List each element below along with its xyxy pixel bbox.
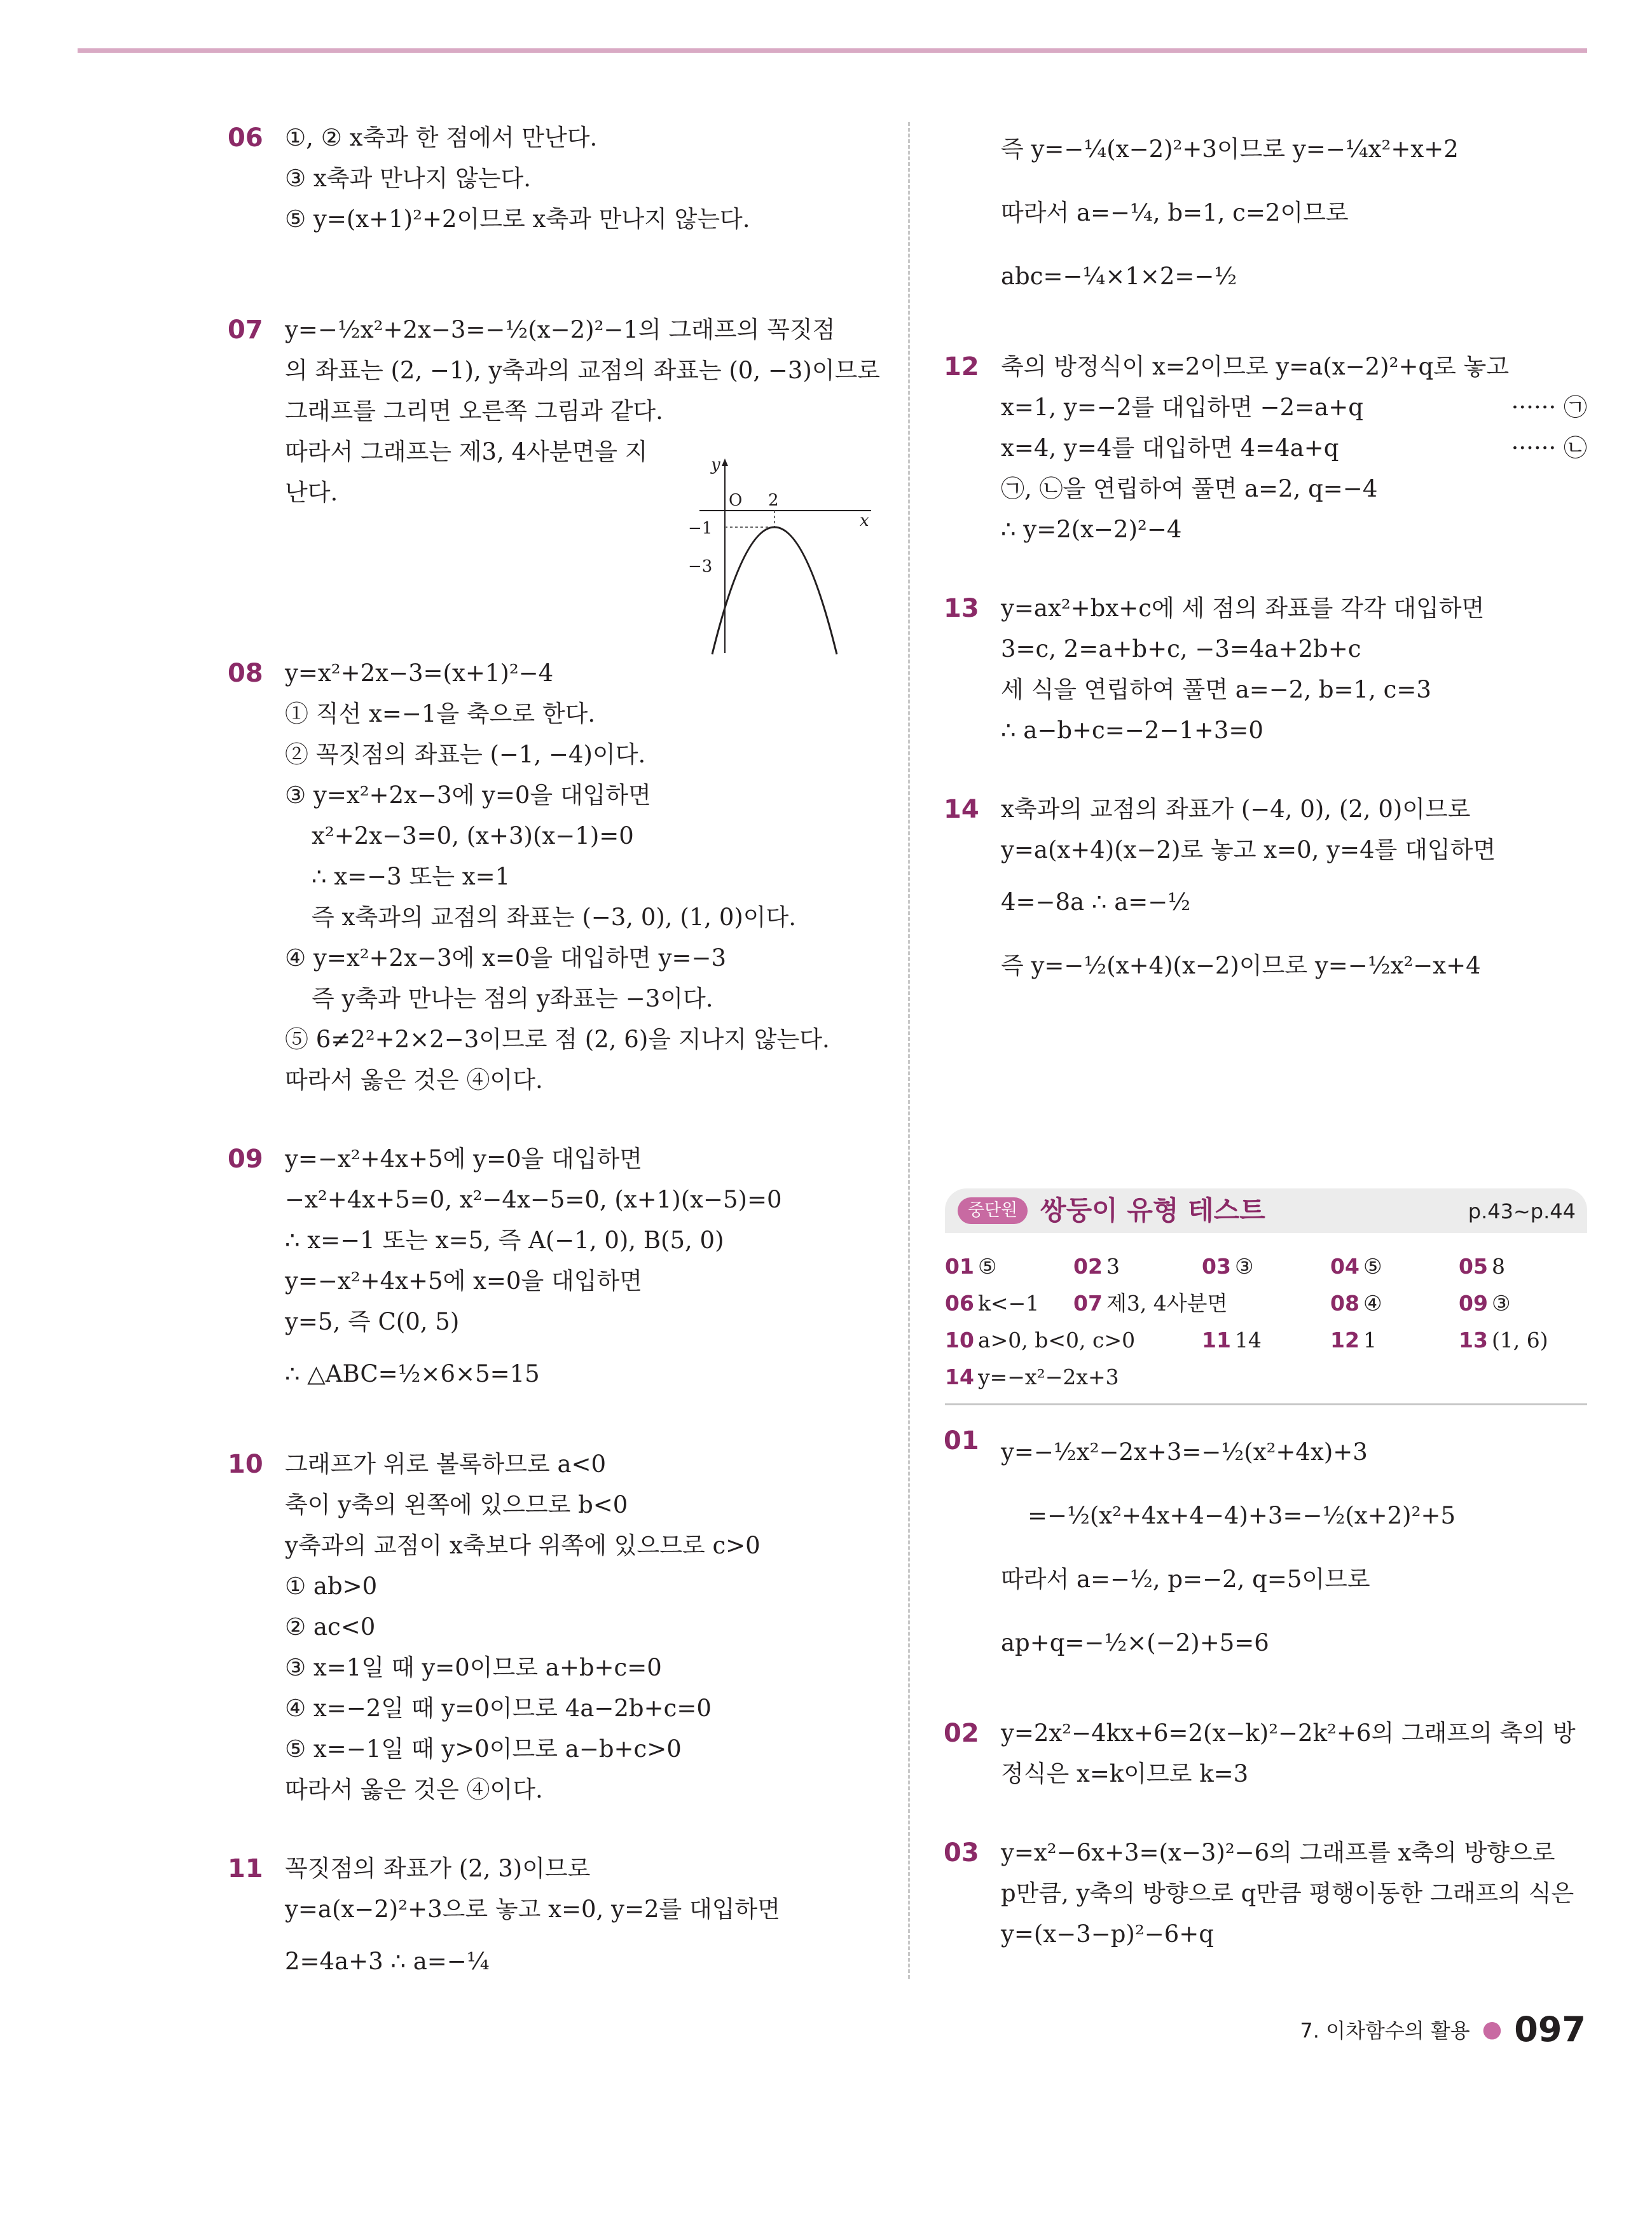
- parabola-graph: [687, 456, 878, 659]
- answer-item: [945, 1359, 1330, 1396]
- problem-number: 12: [944, 352, 979, 382]
- solution-line: ④ y=x²+2x−3에 x=0을 대입하면 y=−3: [285, 944, 727, 972]
- solution-line: y=a(x−2)²+3으로 놓고 x=0, y=2를 대입하면: [285, 1896, 780, 1923]
- y-tick-label: −1: [688, 519, 713, 538]
- solution-line: ⑤ x=−1일 때 y>0이므로 a−b+c>0: [285, 1735, 682, 1763]
- solution-line: ①, ② x축과 한 점에서 만난다.: [285, 124, 598, 151]
- answer-item: [1202, 1248, 1330, 1285]
- parabola-curve: [712, 527, 837, 654]
- y-tick-label: −3: [688, 557, 713, 576]
- answer-item: [1459, 1285, 1587, 1322]
- solution-line: 4=−8a ∴ a=−½: [1001, 888, 1191, 916]
- problem-10: [229, 1444, 884, 1810]
- answer-value: ⑤: [1363, 1254, 1382, 1279]
- problem-13: [945, 588, 1587, 751]
- solution-line: 세 식을 연립하여 풀면 a=−2, b=1, c=3: [1001, 676, 1431, 703]
- test-problem-01: [945, 1421, 1587, 1675]
- answer-item: [945, 1285, 1073, 1322]
- answer-value: (1, 6): [1491, 1328, 1548, 1352]
- solution-line: 3=c, 2=a+b+c, −3=4a+2b+c: [1001, 635, 1361, 663]
- solution-line-with-mark: [1001, 387, 1587, 428]
- solution-line: y=(x−3−p)²−6+q: [1001, 1920, 1214, 1948]
- solution-line: ③ y=x²+2x−3에 y=0을 대입하면: [285, 781, 651, 809]
- answer-number: 07: [1073, 1291, 1103, 1316]
- column-divider: [908, 122, 910, 1979]
- solution-line: abc=−¼×1×2=−½: [1001, 263, 1237, 290]
- page-range: p.43∼p.44: [1468, 1199, 1576, 1223]
- problem-number: 09: [228, 1145, 263, 1174]
- problem-12: [945, 347, 1587, 550]
- answer-divider: [945, 1403, 1587, 1405]
- problem-number: 13: [944, 594, 979, 623]
- answer-number: 06: [945, 1291, 974, 1316]
- answer-value: ③: [1234, 1254, 1254, 1279]
- page-number: 097: [1514, 2009, 1586, 2049]
- problem-14: [945, 789, 1587, 998]
- answer-number: 04: [1330, 1254, 1359, 1279]
- solution-line: x²+2x−3=0, (x+3)(x−1)=0: [312, 822, 634, 850]
- problem-11-continued: [945, 118, 1587, 308]
- solution-line: 따라서 옳은 것은 ④이다.: [285, 1066, 543, 1094]
- chapter-title: 7. 이차함수의 활용: [1300, 2018, 1470, 2043]
- solution-line: ③ x축과 만나지 않는다.: [285, 165, 532, 192]
- solution-line: ① 직선 x=−1을 축으로 한다.: [285, 700, 596, 727]
- problem-number: 10: [228, 1450, 263, 1479]
- twin-type-test: [945, 1188, 1587, 1405]
- answer-grid: [945, 1248, 1587, 1396]
- solution-line: ② 꼭짓점의 좌표는 (−1, −4)이다.: [285, 741, 646, 768]
- answer-item: [1459, 1248, 1587, 1285]
- solution-text: x=4, y=4를 대입하면 4=4a+q: [1001, 434, 1339, 462]
- problem-11: [229, 1848, 884, 1993]
- solution-line: x축과의 교점의 좌표가 (−4, 0), (2, 0)이므로: [1001, 795, 1471, 823]
- solution-line: 난다.: [285, 479, 338, 506]
- solution-line: y=2x²−4kx+6=2(x−k)²−2k²+6의 그래프의 축의 방: [1001, 1719, 1576, 1747]
- problem-07: [229, 310, 884, 653]
- solution-line: y=−½x²−2x+3=−½(x²+4x)+3: [1001, 1438, 1368, 1466]
- solution-line: ∴ a−b+c=−2−1+3=0: [1001, 717, 1263, 744]
- solution-line: ∴ y=2(x−2)²−4: [1001, 516, 1182, 543]
- solution-line: 따라서 그래프는 제3, 4사분면을 지: [285, 438, 648, 465]
- solution-line: 따라서 a=−¼, b=1, c=2이므로: [1001, 199, 1349, 226]
- answer-value: ③: [1491, 1291, 1511, 1316]
- answer-number: 01: [945, 1254, 974, 1279]
- solution-line: 그래프를 그리면 오른쪽 그림과 같다.: [285, 397, 663, 425]
- answer-number: 14: [945, 1365, 974, 1389]
- answer-number: 13: [1459, 1328, 1488, 1352]
- solution-line: y=−x²+4x+5에 x=0을 대입하면: [285, 1267, 642, 1295]
- problem-number: 08: [228, 659, 263, 688]
- answer-value: 1: [1363, 1328, 1377, 1352]
- answer-value: ⑤: [977, 1254, 997, 1279]
- solution-line: ap+q=−½×(−2)+5=6: [1001, 1629, 1269, 1656]
- answer-value: 8: [1491, 1254, 1505, 1279]
- equation-mark: ······ ㉠: [1511, 394, 1587, 421]
- solution-line: ∴ x=−1 또는 x=5, 즉 A(−1, 0), B(5, 0): [285, 1227, 724, 1254]
- answer-value: y=−x²−2x+3: [977, 1365, 1119, 1389]
- test-title: 쌍둥이 유형 테스트: [1040, 1195, 1265, 1226]
- left-column: [229, 118, 884, 1993]
- solution-line: 즉 x축과의 교점의 좌표는 (−3, 0), (1, 0)이다.: [312, 904, 797, 931]
- answer-number: 09: [1459, 1291, 1488, 1316]
- answer-value: 제3, 4사분면: [1106, 1291, 1228, 1316]
- problem-number: 06: [228, 123, 263, 153]
- section-badge: 중단원: [958, 1197, 1028, 1224]
- bullet-dot-icon: ●: [1482, 2016, 1503, 2042]
- problem-08: [229, 653, 884, 1101]
- answer-item: [1459, 1322, 1587, 1359]
- answer-item: [1330, 1322, 1459, 1359]
- right-column: [945, 118, 1587, 1955]
- problem-number: 11: [228, 1854, 263, 1883]
- solution-line: 축의 방정식이 x=2이므로 y=a(x−2)²+q로 놓고: [1001, 353, 1510, 380]
- answer-value: 14: [1234, 1328, 1262, 1352]
- solution-line: =−½(x²+4x+4−4)+3=−½(x+2)²+5: [1028, 1502, 1456, 1529]
- problem-number: 07: [228, 315, 263, 345]
- answer-number: 05: [1459, 1254, 1488, 1279]
- solution-line: 따라서 옳은 것은 ④이다.: [285, 1776, 543, 1803]
- solution-line: 정식은 x=k이므로 k=3: [1001, 1760, 1249, 1787]
- problem-number: 14: [944, 795, 979, 824]
- top-rule: [78, 48, 1587, 53]
- answer-number: 12: [1330, 1328, 1359, 1352]
- solution-line: 2=4a+3 ∴ a=−¼: [285, 1948, 490, 1975]
- solution-line: ⑤ y=(x+1)²+2이므로 x축과 만나지 않는다.: [285, 205, 750, 233]
- solution-line: y=x²−6x+3=(x−3)²−6의 그래프를 x축의 방향으로: [1001, 1839, 1555, 1866]
- solution-line: ② ac<0: [285, 1613, 376, 1641]
- answer-value: a>0, b<0, c>0: [977, 1328, 1136, 1352]
- solution-line: 즉 y=−½(x+4)(x−2)이므로 y=−½x²−x+4: [1001, 952, 1481, 979]
- solution-text: x=1, y=−2를 대입하면 −2=a+q: [1001, 394, 1363, 421]
- x-tick-label: 2: [768, 491, 779, 510]
- solution-line: 따라서 a=−½, p=−2, q=5이므로: [1001, 1566, 1370, 1593]
- origin-label: O: [729, 491, 743, 510]
- answer-value: k<−1: [977, 1291, 1040, 1316]
- solution-line: y=5, 즉 C(0, 5): [285, 1308, 460, 1335]
- solution-line: ③ x=1일 때 y=0이므로 a+b+c=0: [285, 1654, 662, 1681]
- solution-line: y=x²+2x−3=(x+1)²−4: [285, 659, 554, 687]
- problem-number: 01: [944, 1426, 979, 1456]
- solution-line: ④ x=−2일 때 y=0이므로 4a−2b+c=0: [285, 1695, 712, 1722]
- solution-line-with-mark: [1001, 428, 1587, 469]
- solution-line: ∴ △ABC=½×6×5=15: [285, 1360, 540, 1387]
- equation-mark: ······ ㉡: [1511, 434, 1587, 462]
- solution-line: ∴ x=−3 또는 x=1: [312, 863, 511, 890]
- solution-line: 그래프가 위로 볼록하므로 a<0: [285, 1450, 607, 1478]
- answer-number: 02: [1073, 1254, 1103, 1279]
- solution-line: 즉 y=−¼(x−2)²+3이므로 y=−¼x²+x+2: [1001, 135, 1459, 163]
- solution-line: 즉 y축과 만나는 점의 y좌표는 −3이다.: [312, 985, 713, 1012]
- solution-line: −x²+4x+5=0, x²−4x−5=0, (x+1)(x−5)=0: [285, 1186, 782, 1213]
- problem-09: [229, 1139, 884, 1406]
- solution-line: ㉠, ㉡을 연립하여 풀면 a=2, q=−4: [1001, 475, 1378, 502]
- solution-line: y=a(x+4)(x−2)로 놓고 x=0, y=4를 대입하면: [1001, 836, 1496, 864]
- answer-item: [1330, 1248, 1459, 1285]
- y-axis-label: y: [711, 456, 720, 474]
- problem-06: [229, 118, 884, 240]
- answer-number: 10: [945, 1328, 974, 1352]
- solution-line: y=−x²+4x+5에 y=0을 대입하면: [285, 1145, 642, 1173]
- answer-value: ④: [1363, 1291, 1382, 1316]
- page-footer: [1300, 2009, 1586, 2049]
- solution-line: ① ab>0: [285, 1573, 378, 1600]
- answer-item: [1330, 1285, 1459, 1322]
- answer-value: 3: [1106, 1254, 1120, 1279]
- solution-line: 축이 y축의 왼쪽에 있으므로 b<0: [285, 1491, 628, 1518]
- y-axis-arrow: [722, 458, 728, 466]
- answer-number: 11: [1202, 1328, 1231, 1352]
- answer-item: [945, 1322, 1202, 1359]
- solution-line: 꼭짓점의 좌표가 (2, 3)이므로: [285, 1855, 591, 1882]
- test-problem-02: [945, 1713, 1587, 1794]
- answer-item: [1073, 1248, 1202, 1285]
- x-axis-label: x: [860, 511, 869, 530]
- problem-number: 02: [944, 1719, 979, 1748]
- answer-item: [945, 1248, 1073, 1285]
- test-header: [945, 1188, 1587, 1233]
- solution-line: 의 좌표는 (2, −1), y축과의 교점의 좌표는 (0, −3)이므로: [285, 357, 881, 384]
- solution-line: y=−½x²+2x−3=−½(x−2)²−1의 그래프의 꼭짓점: [285, 316, 836, 343]
- solution-line: y축과의 교점이 x축보다 위쪽에 있으므로 c>0: [285, 1532, 761, 1559]
- solution-line: y=ax²+bx+c에 세 점의 좌표를 각각 대입하면: [1001, 595, 1485, 622]
- solution-line: p만큼, y축의 방향으로 q만큼 평행이동한 그래프의 식은: [1001, 1880, 1574, 1907]
- answer-number: 08: [1330, 1291, 1359, 1316]
- answer-item: [1202, 1322, 1330, 1359]
- problem-number: 03: [944, 1838, 979, 1868]
- test-problem-03: [945, 1833, 1587, 1955]
- answer-item: [1073, 1285, 1330, 1322]
- solution-line: ⑤ 6≠2²+2×2−3이므로 점 (2, 6)을 지나지 않는다.: [285, 1026, 830, 1053]
- answer-number: 03: [1202, 1254, 1231, 1279]
